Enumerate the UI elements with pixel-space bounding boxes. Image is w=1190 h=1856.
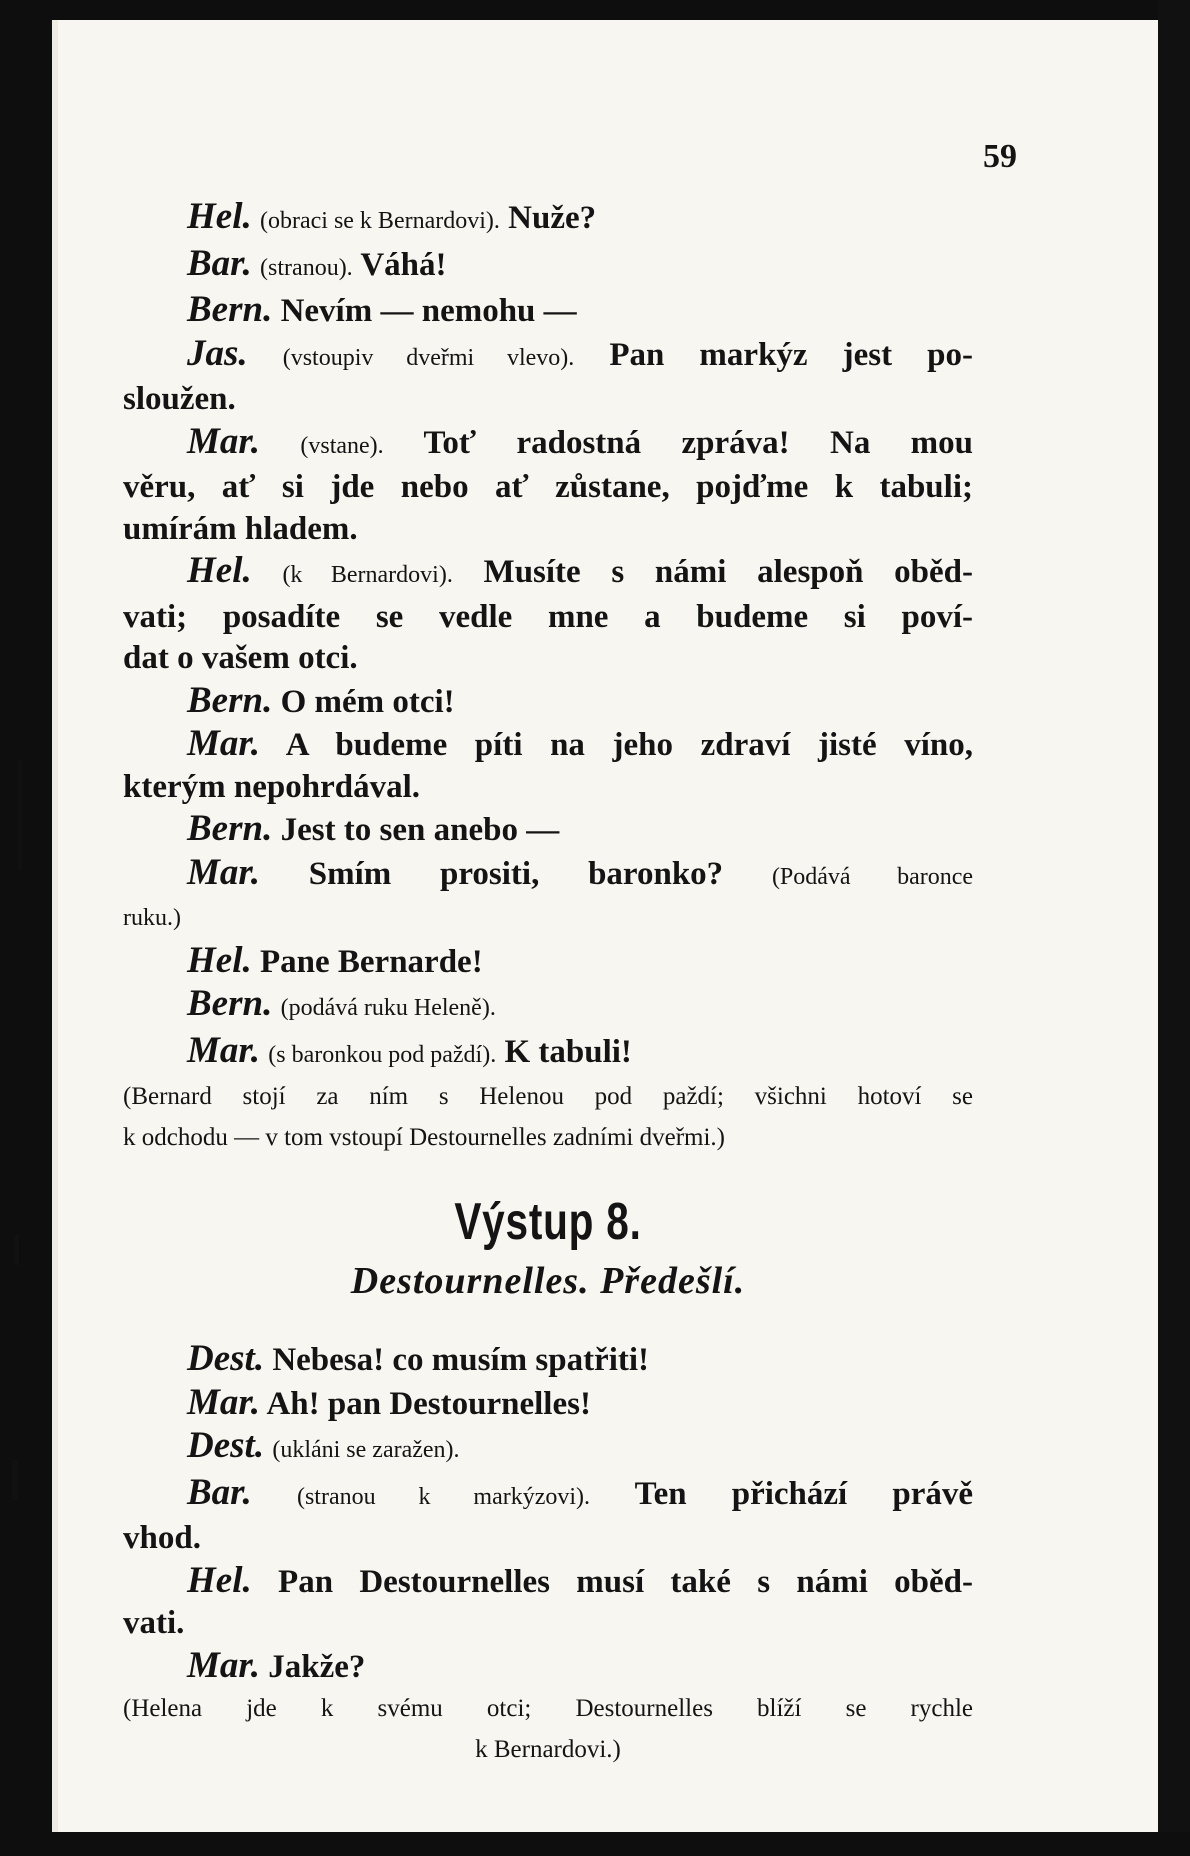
stage-direction-block: (Bernard stojí za ním s Helenou pod paždí; všichni hotoví se [123,1083,973,1110]
dialogue-line [123,1645,973,1689]
margin-mark [12,1460,18,1500]
dialogue-text: Musíte s námi alespoň oběd- [483,554,974,590]
stage-direction-block: k Bernardovi.) [475,1736,621,1763]
dialogue-line [123,1560,973,1604]
speaker-name: Mar. [187,420,261,462]
stage-direction: (stranou k markýzovi). [296,1483,591,1510]
dialogue-line [123,852,973,899]
dialogue-line [123,196,973,243]
dialogue-text: Pan Destournelles musí také s námi oběd- [278,1563,973,1600]
play-text [123,196,973,1770]
stage-direction: (stranou). [260,254,353,281]
dialogue-line [123,550,973,597]
dialogue-continuation: sloužen. [123,381,236,417]
dialogue-line [123,333,973,380]
scene-characters: Destournelles. Předešlí. [350,1260,746,1302]
margin-mark [14,1235,19,1265]
dialogue-text: A budeme píti na jeho zdraví jisté víno, [285,727,973,763]
stage-direction: (k Bernardovi). [282,562,453,588]
speaker-name: Mar. [187,723,261,764]
dialogue-line [123,289,973,333]
speaker-name: Hel. [187,939,252,981]
dialogue-line [123,983,973,1030]
speaker-name: Bern. [187,289,273,330]
dialogue-text: K tabuli! [504,1033,632,1070]
speaker-name: Mar. [187,1029,261,1071]
speaker-name: Jas. [187,332,248,374]
dialogue-text: Váhá! [360,246,447,283]
dialogue-text: Pan markýz jest po- [609,336,973,373]
scan-border-top [0,0,1190,20]
dialogue-text: Ten přichází právě [634,1475,974,1512]
dialogue-text: Jakže? [268,1648,366,1685]
dialogue-text: Nebesa! co musím spatřiti! [272,1342,650,1378]
dialogue-continuation: vati; posadíte se vedle mne a budeme si poví- [123,598,973,635]
speaker-name: Bern. [187,679,273,721]
scan-border-right [1158,0,1190,1856]
dialogue-continuation: kterým nepohrdával. [123,768,420,805]
dialogue-line [123,1382,973,1426]
stage-direction: (vstane). [300,432,384,459]
speaker-name: Bar. [187,1471,252,1513]
dialogue-continuation: věru, ať si jde nebo ať zůstane, pojďme k tabuli; [123,469,973,505]
dialogue-continuation: vhod. [123,1520,201,1556]
stage-direction-continuation: ruku.) [123,905,181,931]
speaker-name: Bern. [187,808,273,849]
speaker-name: Mar. [187,1381,261,1423]
dialogue-continuation: umírám hladem. [123,510,358,547]
dialogue-line [123,1338,973,1382]
stage-direction: (vstoupiv dveřmi vlevo). [282,344,575,371]
speaker-name: Bar. [187,242,252,284]
stage-direction: (obraci se k Bernardovi). [259,208,500,234]
dialogue-line [123,723,973,767]
dialogue-line [123,243,973,290]
dialogue-text: Ah! pan Destournelles! [266,1385,591,1422]
dialogue-text: Nuže? [508,200,597,236]
scan-border-bottom [0,1832,1190,1856]
speaker-name: Dest. [187,1338,265,1379]
dialogue-line [123,1030,973,1077]
dialogue-text: Pane Bernarde! [259,943,483,980]
stage-direction: (s baronkou pod paždí). [268,1041,497,1068]
dialogue-line [123,1472,973,1519]
margin-mark [18,760,22,870]
dialogue-line [123,1425,973,1472]
dialogue-continuation: dat o vašem otci. [123,640,358,676]
page-number: 59 [983,138,1017,175]
speaker-name: Hel. [187,196,252,237]
dialogue-text: Nevím — nemohu — [280,293,577,329]
dialogue-text: O mém otci! [280,683,455,720]
stage-direction: (podává ruku Heleně). [280,995,496,1021]
dialogue-line [123,680,973,724]
dialogue-text: Smím prositi, baronko? [308,855,724,892]
stage-direction: (Podává baronce [771,863,974,890]
speaker-name: Dest. [187,1425,265,1466]
speaker-name: Hel. [187,550,252,591]
stage-direction-block: k odchodu — v tom vstoupí Destournelles zadními dveřmi.) [123,1124,725,1151]
dialogue-line [123,940,973,984]
speaker-name: Mar. [187,851,261,893]
speaker-name: Bern. [187,983,273,1024]
dialogue-line [123,808,973,852]
speaker-name: Hel. [187,1559,252,1601]
dialogue-text: Toť radostná zpráva! Na mou [423,424,974,461]
dialogue-text: Jest to sen anebo — [280,812,560,848]
stage-direction: (ukláni se zaražen). [272,1437,460,1463]
stage-direction-block: (Helena jde k svému otci; Destournelles blíží se rychle [123,1695,973,1722]
dialogue-continuation: vati. [123,1605,185,1641]
dialogue-line [123,421,973,468]
scan-border-left [0,0,52,1856]
speaker-name: Mar. [187,1644,261,1686]
scene-heading: Výstup 8. [454,1193,642,1251]
